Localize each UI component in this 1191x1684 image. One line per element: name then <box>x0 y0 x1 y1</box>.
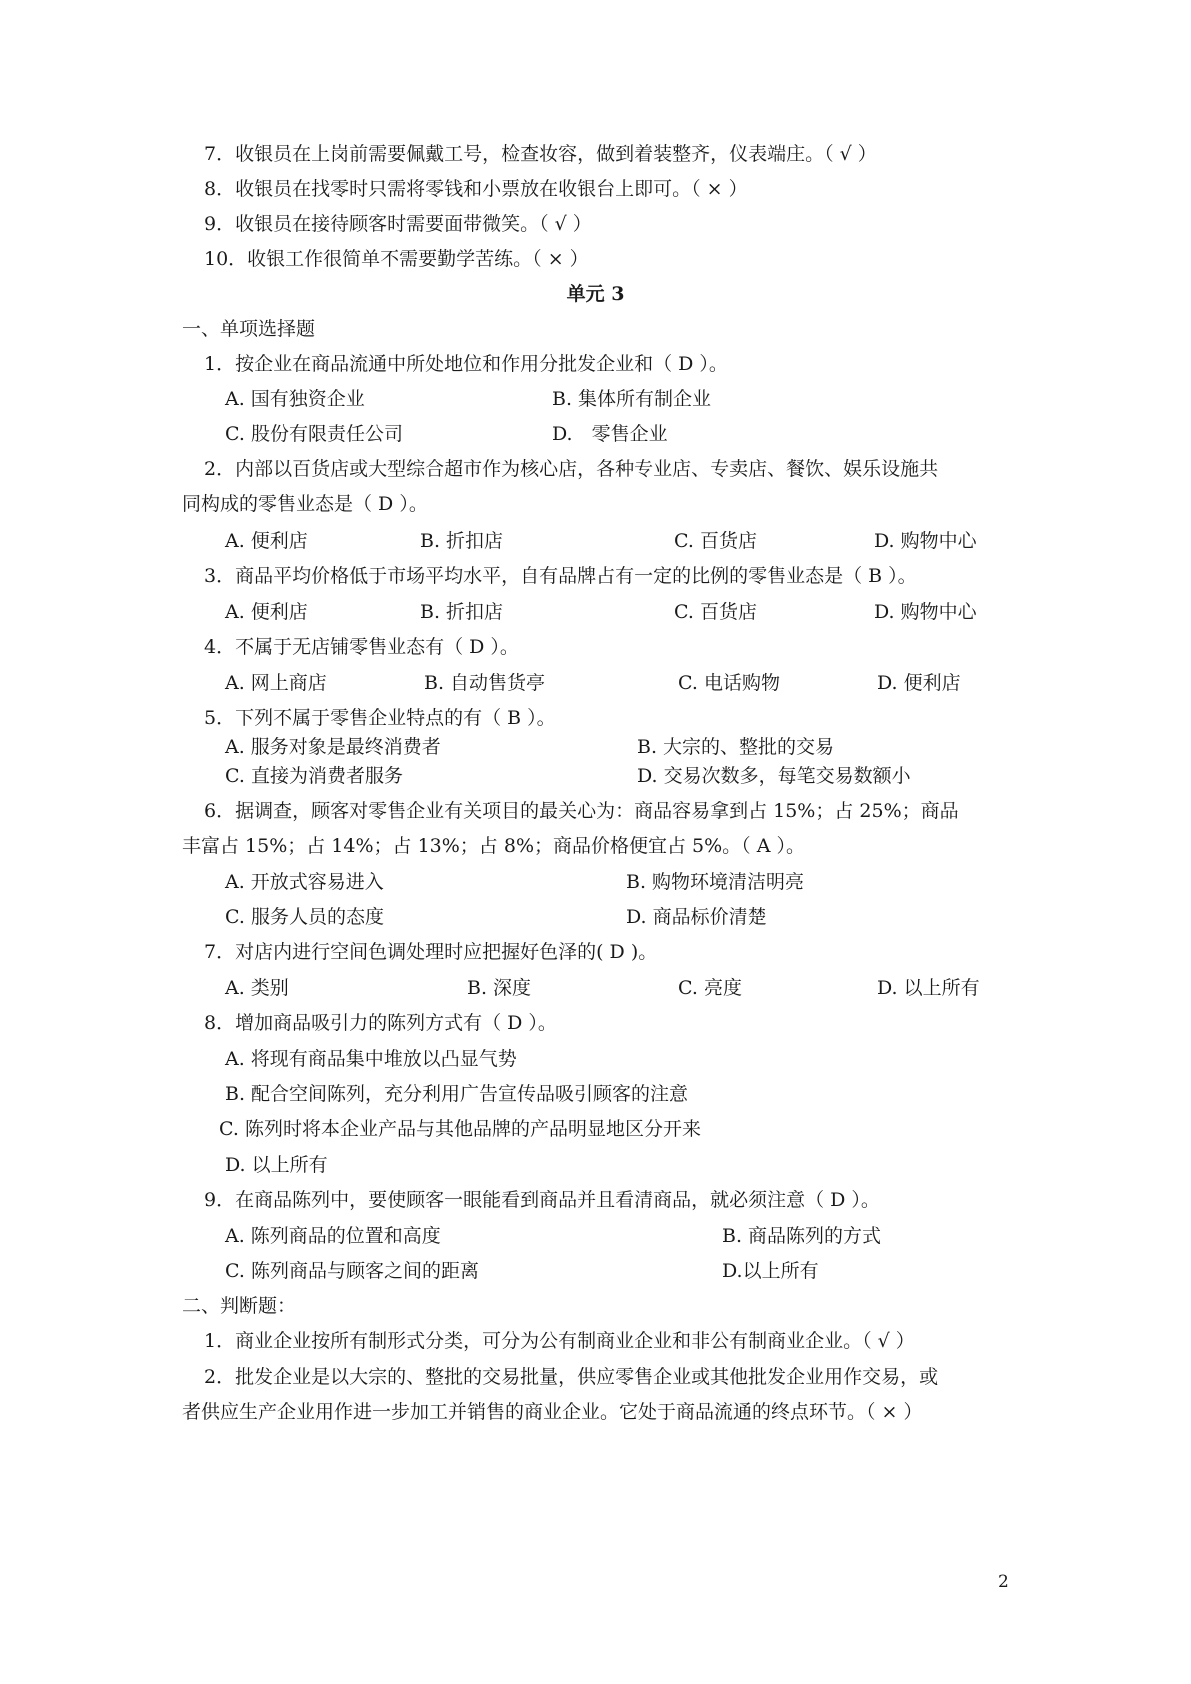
question-9-option-b: B. 商品陈列的方式 <box>722 1225 882 1247</box>
question-5-option-c: C. 直接为消费者服务 <box>225 765 403 787</box>
question-3-option-b: B. 折扣店 <box>420 601 504 623</box>
section-title-true-false: 二、判断题： <box>182 1295 297 1317</box>
question-9-option-c: C. 陈列商品与顾客之间的距离 <box>225 1260 479 1282</box>
question-6-option-d: D. 商品标价清楚 <box>626 906 767 928</box>
question-3-options-row <box>0 600 1191 624</box>
question-1-option-b: B. 集体所有制企业 <box>552 388 712 410</box>
question-9-options-row-2 <box>0 1259 1191 1283</box>
question-6-option-b: B. 购物环境清洁明亮 <box>626 871 805 893</box>
unit2-tf-item-8: 8．收银员在找零时只需将零钱和小票放在收银台上即可。（ × ） <box>204 178 748 200</box>
question-8-option-b: B. 配合空间陈列，充分利用广告宣传品吸引顾客的注意 <box>225 1083 689 1105</box>
unit2-tf-item-7: 7．收银员在上岗前需要佩戴工号，检查妆容，做到着装整齐，仪表端庄。（ √ ） <box>204 143 877 165</box>
question-5-option-d: D. 交易次数多，每笔交易数额小 <box>637 765 911 787</box>
unit2-tf-item-10: 10．收银工作很简单不需要勤学苦练。（ × ） <box>204 248 589 270</box>
question-2-stem-line-2: 同构成的零售业态是（ D ）。 <box>182 493 428 515</box>
question-4-stem: 4．不属于无店铺零售业态有（ D ）。 <box>204 636 519 658</box>
question-6-option-a: A. 开放式容易进入 <box>225 871 384 893</box>
question-5-options-row-1 <box>0 735 1191 759</box>
question-2-stem-line-1: 2．内部以百货店或大型综合超市作为核心店，各种专业店、专卖店、餐饮、娱乐设施共 <box>204 458 939 480</box>
section-title-single-choice: 一、单项选择题 <box>182 318 316 340</box>
question-3-option-c: C. 百货店 <box>674 601 757 623</box>
question-9-options-row-1 <box>0 1224 1191 1248</box>
question-7-option-d: D. 以上所有 <box>877 977 980 999</box>
question-8-option-c: C. 陈列时将本企业产品与其他品牌的产品明显地区分开来 <box>219 1118 701 1140</box>
question-5-stem: 5．下列不属于零售企业特点的有（ B ）。 <box>204 707 556 729</box>
question-7-option-b: B. 深度 <box>467 977 532 999</box>
tf-item-2-line-2: 者供应生产企业用作进一步加工并销售的商业企业。它处于商品流通的终点环节。（ × ） <box>182 1401 923 1423</box>
question-7-option-a: A. 类别 <box>225 977 289 999</box>
question-1-option-c: C. 股份有限责任公司 <box>225 423 403 445</box>
question-2-option-d: D. 购物中心 <box>874 530 977 552</box>
question-6-options-row-1 <box>0 870 1191 894</box>
question-4-option-d: D. 便利店 <box>877 672 961 694</box>
question-5-options-row-2 <box>0 764 1191 788</box>
question-1-option-d: D. 零售企业 <box>552 423 668 445</box>
question-5-option-a: A. 服务对象是最终消费者 <box>225 736 441 758</box>
question-3-option-d: D. 购物中心 <box>874 601 977 623</box>
page-number: 2 <box>998 1572 1009 1592</box>
question-9-stem: 9．在商品陈列中，要使顾客一眼能看到商品并且看清商品，就必须注意（ D ）。 <box>204 1189 880 1211</box>
question-7-option-c: C. 亮度 <box>678 977 742 999</box>
question-4-option-b: B. 自动售货亭 <box>424 672 546 694</box>
question-4-options-row <box>0 671 1191 695</box>
question-2-option-a: A. 便利店 <box>225 530 308 552</box>
question-3-stem: 3．商品平均价格低于市场平均水平，自有品牌占有一定的比例的零售业态是（ B ）。 <box>204 565 917 587</box>
tf-item-2-line-1: 2．批发企业是以大宗的、整批的交易批量，供应零售企业或其他批发企业用作交易，或 <box>204 1366 939 1388</box>
question-1-stem: 1．按企业在商品流通中所处地位和作用分批发企业和（ D ）。 <box>204 353 728 375</box>
question-2-option-b: B. 折扣店 <box>420 530 504 552</box>
unit-title: 单元 3 <box>566 283 625 305</box>
question-4-option-a: A. 网上商店 <box>225 672 327 694</box>
question-6-stem-line-1: 6．据调查，顾客对零售企业有关项目的最关心为：商品容易拿到占 15%；占 25%；商品 <box>204 800 959 822</box>
question-1-options-row-2 <box>0 422 1191 446</box>
question-1-options-row-1 <box>0 387 1191 411</box>
question-7-options-row <box>0 976 1191 1000</box>
question-8-option-a: A. 将现有商品集中堆放以凸显气势 <box>225 1048 517 1070</box>
question-9-option-d: D.以上所有 <box>722 1260 819 1282</box>
question-5-option-b: B. 大宗的、整批的交易 <box>637 736 835 758</box>
question-8-option-d: D. 以上所有 <box>225 1154 328 1176</box>
question-9-option-a: A. 陈列商品的位置和高度 <box>225 1225 441 1247</box>
question-6-options-row-2 <box>0 905 1191 929</box>
question-6-stem-line-2: 丰富占 15%；占 14%；占 13%；占 8%；商品价格便宜占 5%。（ A ）。 <box>182 835 805 857</box>
unit2-tf-item-9: 9．收银员在接待顾客时需要面带微笑。（ √ ） <box>204 213 592 235</box>
question-7-stem: 7．对店内进行空间色调处理时应把握好色泽的( D )。 <box>204 941 658 963</box>
question-1-option-a: A. 国有独资企业 <box>225 388 365 410</box>
question-8-stem: 8．增加商品吸引力的陈列方式有（ D ）。 <box>204 1012 557 1034</box>
question-4-option-c: C. 电话购物 <box>678 672 780 694</box>
question-3-option-a: A. 便利店 <box>225 601 308 623</box>
question-2-option-c: C. 百货店 <box>674 530 757 552</box>
tf-item-1: 1．商业企业按所有制形式分类，可分为公有制商业企业和非公有制商业企业。（ √ ） <box>204 1330 915 1352</box>
question-2-options-row <box>0 529 1191 553</box>
question-6-option-c: C. 服务人员的态度 <box>225 906 384 928</box>
